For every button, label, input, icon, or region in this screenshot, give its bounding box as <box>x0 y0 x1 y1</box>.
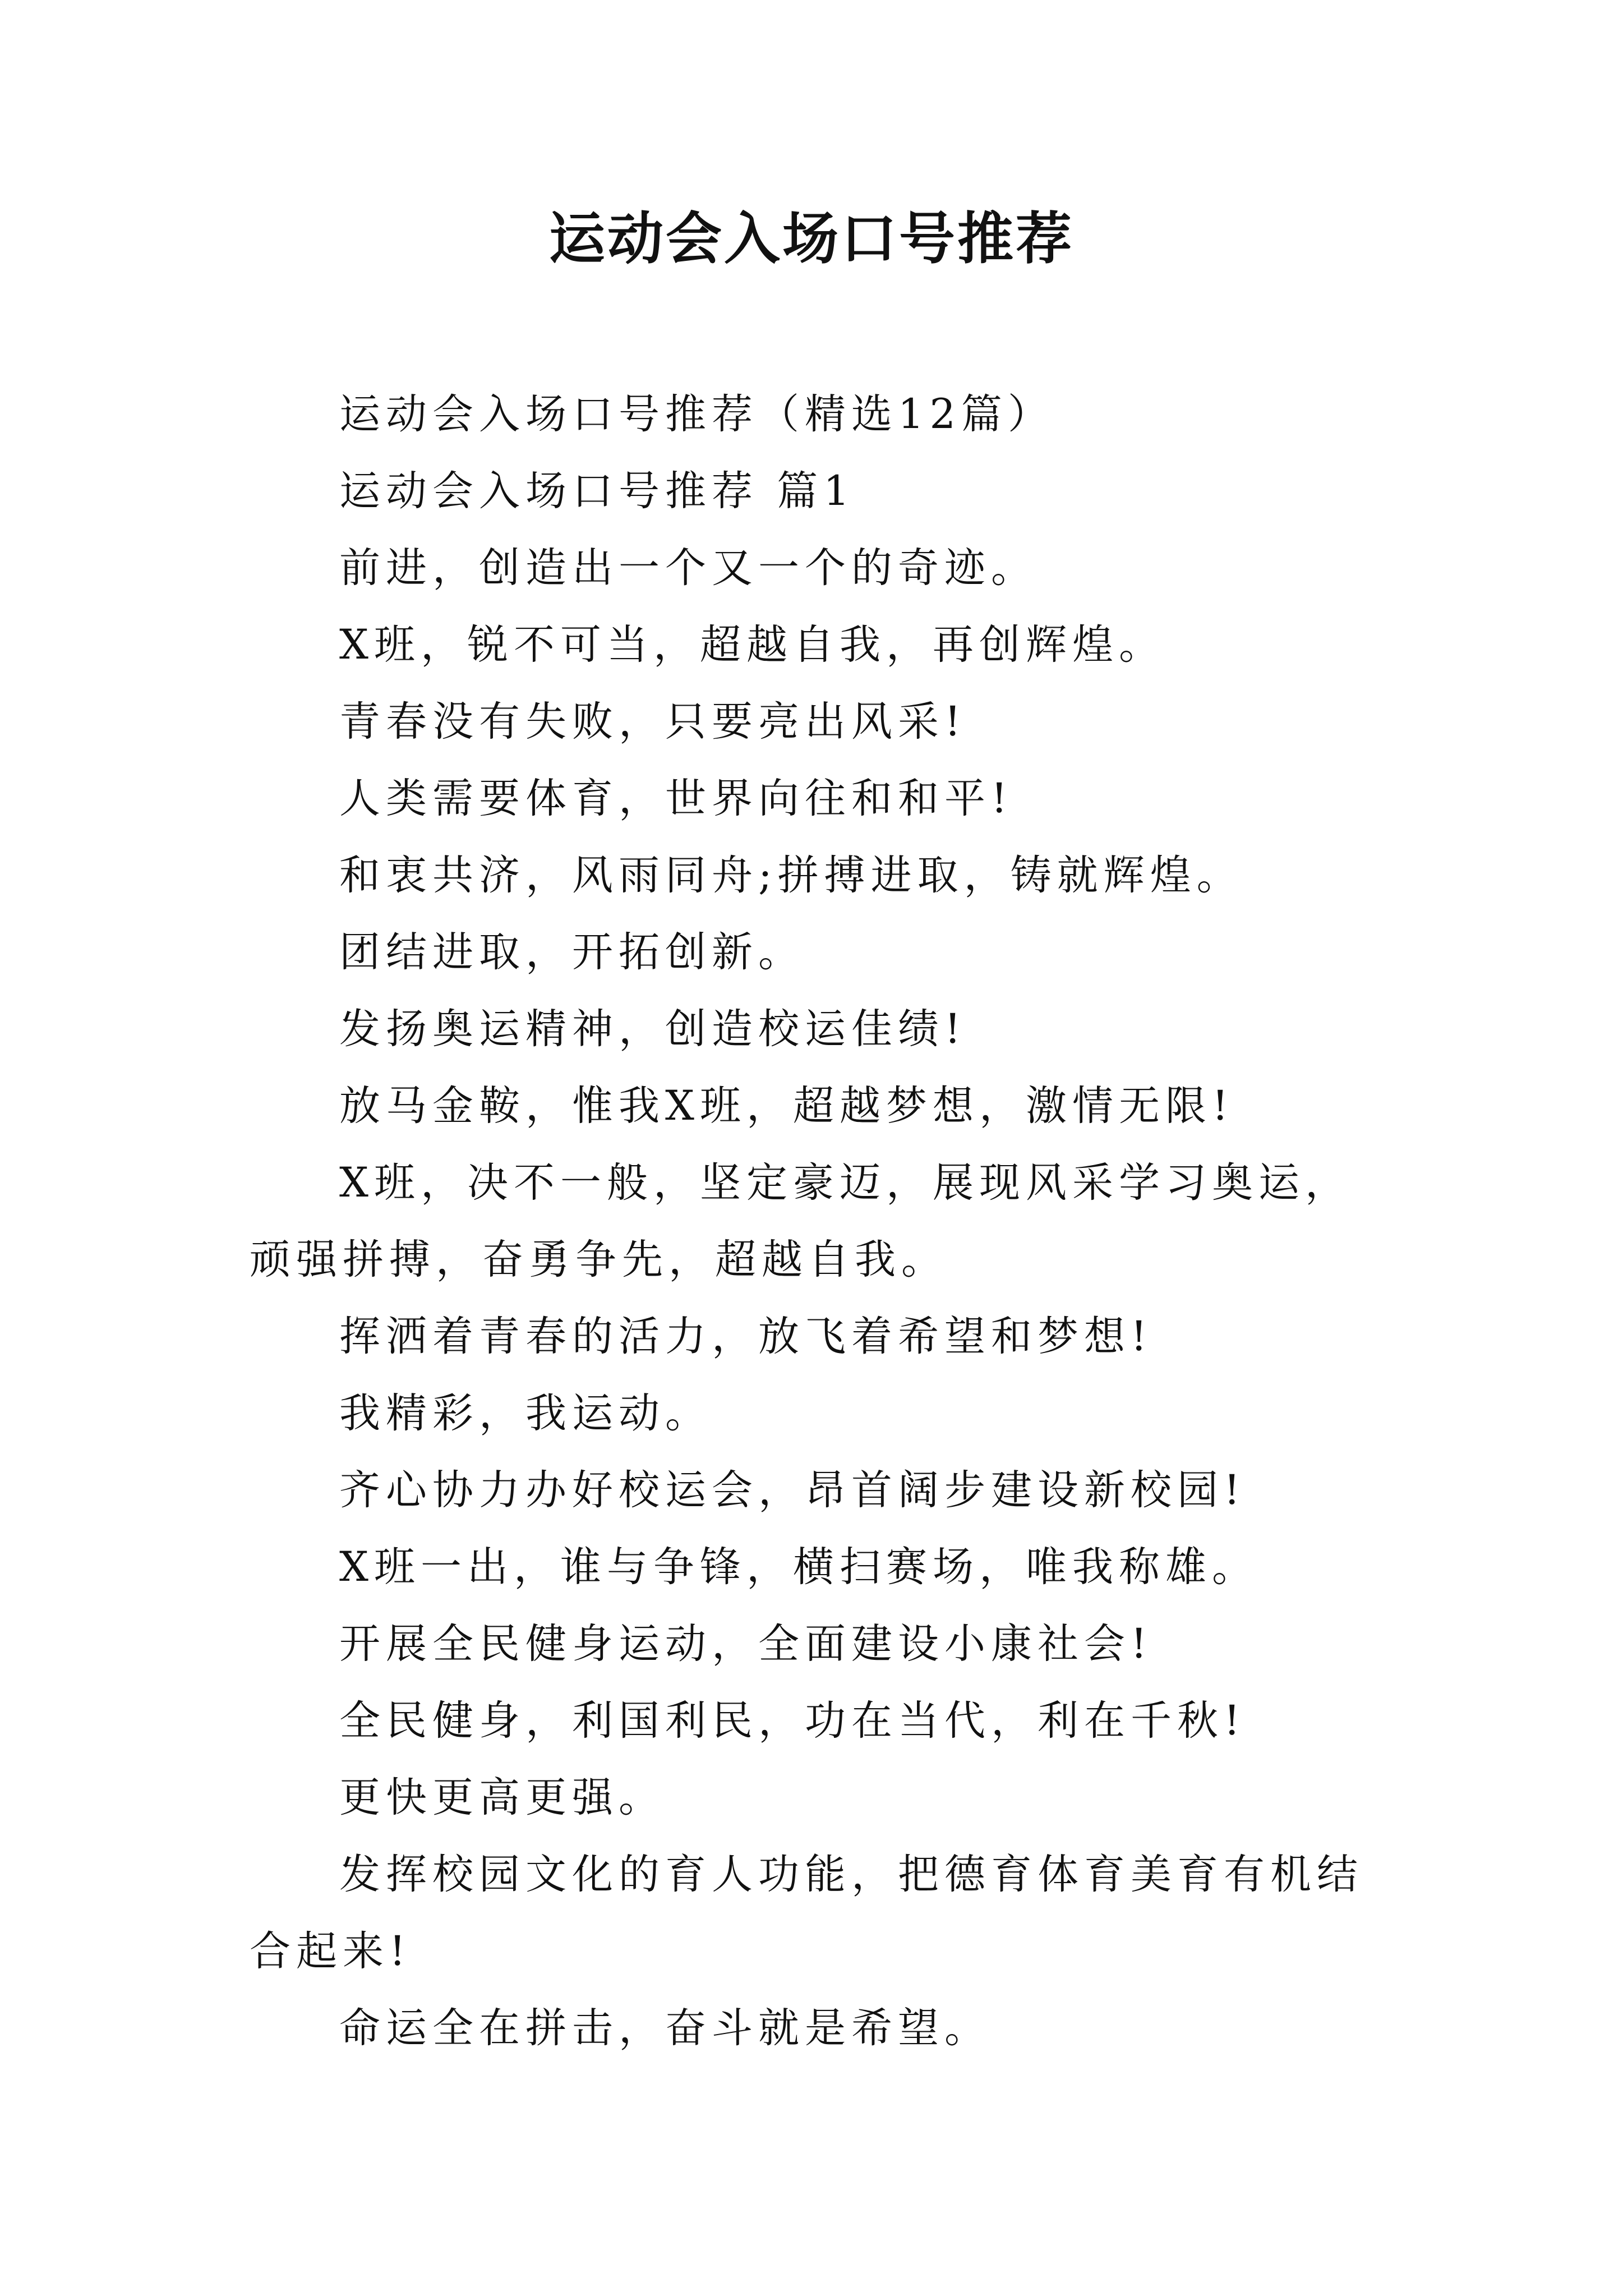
paragraph: 发挥校园文化的育人功能，把德育体育美育有机结合起来! <box>250 1851 1363 1975</box>
paragraph: 和衷共济，风雨同舟;拼搏进取，铸就辉煌。 <box>339 852 1243 899</box>
paragraph: X班一出，谁与争锋，横扫赛场，唯我称雄。 <box>339 1543 1258 1591</box>
paragraph: 人类需要体育，世界向往和和平! <box>339 775 1013 822</box>
paragraph: 青春没有失败，只要亮出风采! <box>339 698 967 746</box>
document-title: 运动会入场口号推荐 <box>549 205 1074 272</box>
paragraph: 运动会入场口号推荐（精选12篇） <box>339 390 1054 438</box>
paragraph: 运动会入场口号推荐 篇1 <box>339 467 855 515</box>
paragraph: 命运全在拼击，奋斗就是希望。 <box>339 2004 991 2052</box>
paragraph: 更快更高更强。 <box>339 1774 665 1821</box>
paragraph: 挥洒着青春的活力，放飞着希望和梦想! <box>339 1313 1153 1360</box>
paragraph: X班，决不一般，坚定豪迈，展现风采学习奥运，顽强拼搏，奋勇争先，超越自我。 <box>250 1159 1352 1283</box>
paragraph: 发扬奥运精神，创造校运佳绩! <box>339 1005 967 1053</box>
paragraph: 放马金鞍，惟我X班，超越梦想，激情无限! <box>339 1082 1234 1130</box>
paragraph: 全民健身，利国利民，功在当代，利在千秋! <box>339 1697 1246 1745</box>
paragraph: 我精彩，我运动。 <box>339 1389 712 1437</box>
paragraph: 前进，创造出一个又一个的奇迹。 <box>339 544 1038 592</box>
paragraph: 开展全民健身运动，全面建设小康社会! <box>339 1620 1153 1668</box>
paragraph: 齐心协力办好校运会，昂首阔步建设新校园! <box>339 1466 1246 1514</box>
paragraph: 团结进取，开拓创新。 <box>339 928 805 976</box>
document-body <box>250 376 1382 2067</box>
paragraph: X班，锐不可当，超越自我，再创辉煌。 <box>339 621 1165 669</box>
